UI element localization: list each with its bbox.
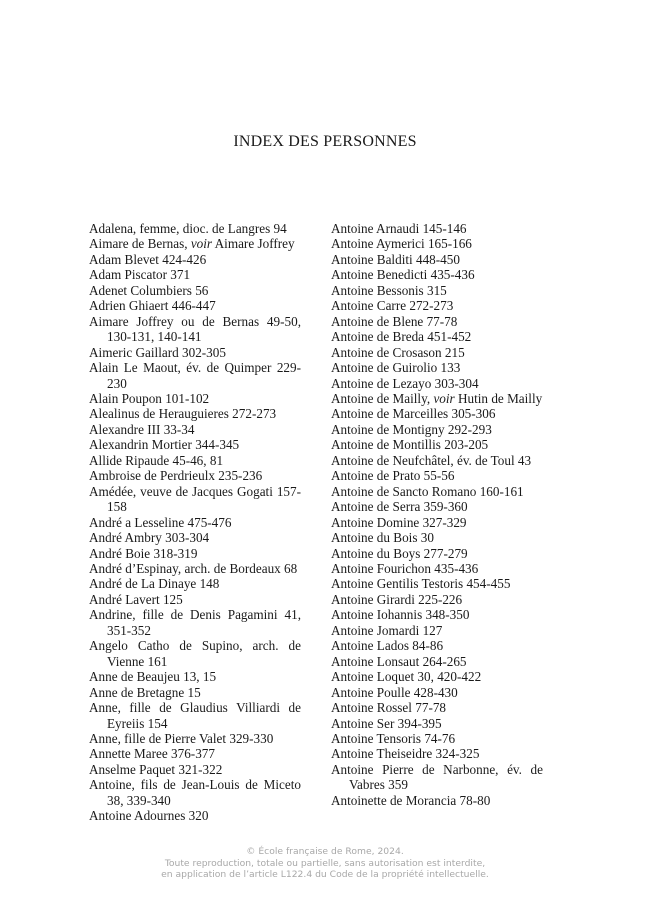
index-entry: Anne de Bretagne 15 (89, 684, 201, 700)
footer-line: en application de l’article L122.4 du Code de la propriété intellectuelle. (161, 869, 489, 881)
index-entry: Antoine Iohannis 348-350 (331, 607, 470, 623)
index-entry: Antoine Theiseidre 324-325 (331, 746, 480, 762)
index-entry: Antoine de Lezayo 303-304 (331, 375, 479, 391)
index-entry: Aimare Joffrey ou de Bernas 49-50, 130-131, 140-141 (89, 313, 301, 345)
index-entry: Antoine de Breda 451-452 (331, 329, 472, 345)
index-entry (331, 391, 543, 406)
index-entry: Antoine de Crosason 215 (331, 344, 465, 360)
index-entry: Adalena, femme, dioc. de Langres 94 (89, 221, 287, 236)
index-entry: Antoine Bessonis 315 (331, 282, 447, 298)
index-entry: Antoine Domine 327-329 (331, 514, 467, 530)
index-entry-name: Aimare de Bernas, (89, 236, 191, 252)
index-entry: Antoine Benedicti 435-436 (331, 267, 475, 283)
index-entry: Andrine, fille de Denis Pagamini 41, 351-352 (89, 607, 301, 638)
index-column-left (89, 221, 301, 824)
see-reference: voir (190, 236, 213, 252)
index-entry: Antoine Fourichon 435-436 (331, 560, 479, 576)
index-entry-target: Aimare Joffrey (212, 236, 295, 252)
index-entry: Alexandrin Mortier 344-345 (89, 437, 240, 453)
index-entry-name: Antoine de Mailly, (331, 390, 434, 406)
index-entry: Antoine de Guirolio 133 (331, 360, 461, 376)
index-entry: Antoine de Prato 55-56 (331, 468, 455, 484)
index-entry: Antoine, fils de Jean-Louis de Miceto 38, 339-340 (89, 777, 301, 808)
index-entry: Antoine Adournes 320 (89, 808, 209, 824)
index-entry: Antoine Gentilis Testoris 454-455 (331, 576, 511, 592)
index-entry: Anne, fille de Pierre Valet 329-330 (89, 730, 274, 746)
index-entry: Antoine de Serra 359-360 (331, 499, 468, 515)
index-entry: Allide Ripaude 45-46, 81 (89, 452, 224, 468)
index-entry: Antoine Poulle 428-430 (331, 684, 458, 700)
index-entry: Antoine Balditi 448-450 (331, 251, 460, 267)
index-entry: Adrien Ghiaert 446-447 (89, 298, 216, 314)
index-entry: Ambroise de Perdrieulx 235-236 (89, 468, 263, 484)
index-entry: André de La Dinaye 148 (89, 576, 220, 592)
index-entry: Adam Piscator 371 (89, 267, 191, 283)
index-entry: Antoine de Blene 77-78 (331, 313, 458, 329)
index-entry: Antoine du Boys 277-279 (331, 545, 468, 561)
index-entry: Amédée, veuve de Jacques Gogati 157-158 (89, 483, 301, 515)
index-entry: André Lavert 125 (89, 591, 183, 607)
index-entry: Antoinette de Morancia 78-80 (331, 792, 491, 808)
index-entry: André a Lesseline 475-476 (89, 514, 232, 530)
index-entry: Antoine Pierre de Narbonne, év. de Vabres 359 (331, 761, 543, 793)
index-entry: Adam Blevet 424-426 (89, 251, 207, 267)
index-entry: Angelo Catho de Supino, arch. de Vienne 161 (89, 638, 301, 669)
index-entry: Antoine Tensoris 74-76 (331, 730, 456, 746)
index-entry: Antoine de Neufchâtel, év. de Toul 43 (331, 452, 532, 468)
index-entry: Aimeric Gaillard 302-305 (89, 344, 226, 360)
index-entry: Alealinus de Herauguieres 272-273 (89, 406, 277, 422)
copyright-footer (0, 846, 650, 881)
index-entry: Antoine Lados 84-86 (331, 638, 444, 654)
index-entry: Antoine de Montigny 292-293 (331, 421, 492, 437)
index-entry: Annette Maree 376-377 (89, 746, 215, 762)
index-entry: Antoine Rossel 77-78 (331, 700, 447, 716)
index-entry: Antoine Loquet 30, 420-422 (331, 669, 482, 685)
index-entry: Antoine Aymerici 165-166 (331, 236, 472, 252)
index-entry: Anne de Beaujeu 13, 15 (89, 669, 217, 685)
index-entry: Anne, fille de Glaudius Villiardi de Eyreiis 154 (89, 700, 301, 731)
footer-line: © École française de Rome, 2024. (246, 846, 404, 857)
index-entry (89, 236, 301, 251)
index-entry: Antoine Carre 272-273 (331, 298, 454, 314)
index-entry: Antoine de Marceilles 305-306 (331, 406, 496, 422)
footer-line: Toute reproduction, totale ou partielle, sans autorisation est interdite, (164, 857, 486, 869)
index-entry: Antoine Arnaudi 145-146 (331, 221, 467, 236)
index-entry: Alain Poupon 101-102 (89, 390, 210, 406)
index-entry: Antoine de Montillis 203-205 (331, 437, 489, 453)
index-entry: André Boie 318-319 (89, 545, 198, 561)
see-reference: voir (433, 390, 455, 406)
index-column-right (331, 221, 543, 808)
index-entry: André Ambry 303-304 (89, 530, 210, 546)
index-entry: Anselme Paquet 321-322 (89, 761, 223, 777)
index-entry: Antoine Jomardi 127 (331, 622, 443, 638)
index-entry: Antoine de Sancto Romano 160-161 (331, 483, 524, 499)
index-entry: Alain Le Maout, év. de Quimper 229-230 (89, 360, 301, 391)
index-entry: Antoine Girardi 225-226 (331, 591, 463, 607)
index-entry-target: Hutin de Mailly (454, 390, 543, 406)
index-entry: Antoine Lonsaut 264-265 (331, 653, 467, 669)
index-entry: Alexandre III 33-34 (89, 421, 195, 437)
index-entry: Antoine Ser 394-395 (331, 715, 442, 731)
page-title: INDEX DES PERSONNES (233, 133, 417, 150)
index-entry: Antoine du Bois 30 (331, 530, 434, 546)
index-entry: Adenet Columbiers 56 (89, 282, 209, 298)
index-entry: André d’Espinay, arch. de Bordeaux 68 (89, 560, 298, 576)
